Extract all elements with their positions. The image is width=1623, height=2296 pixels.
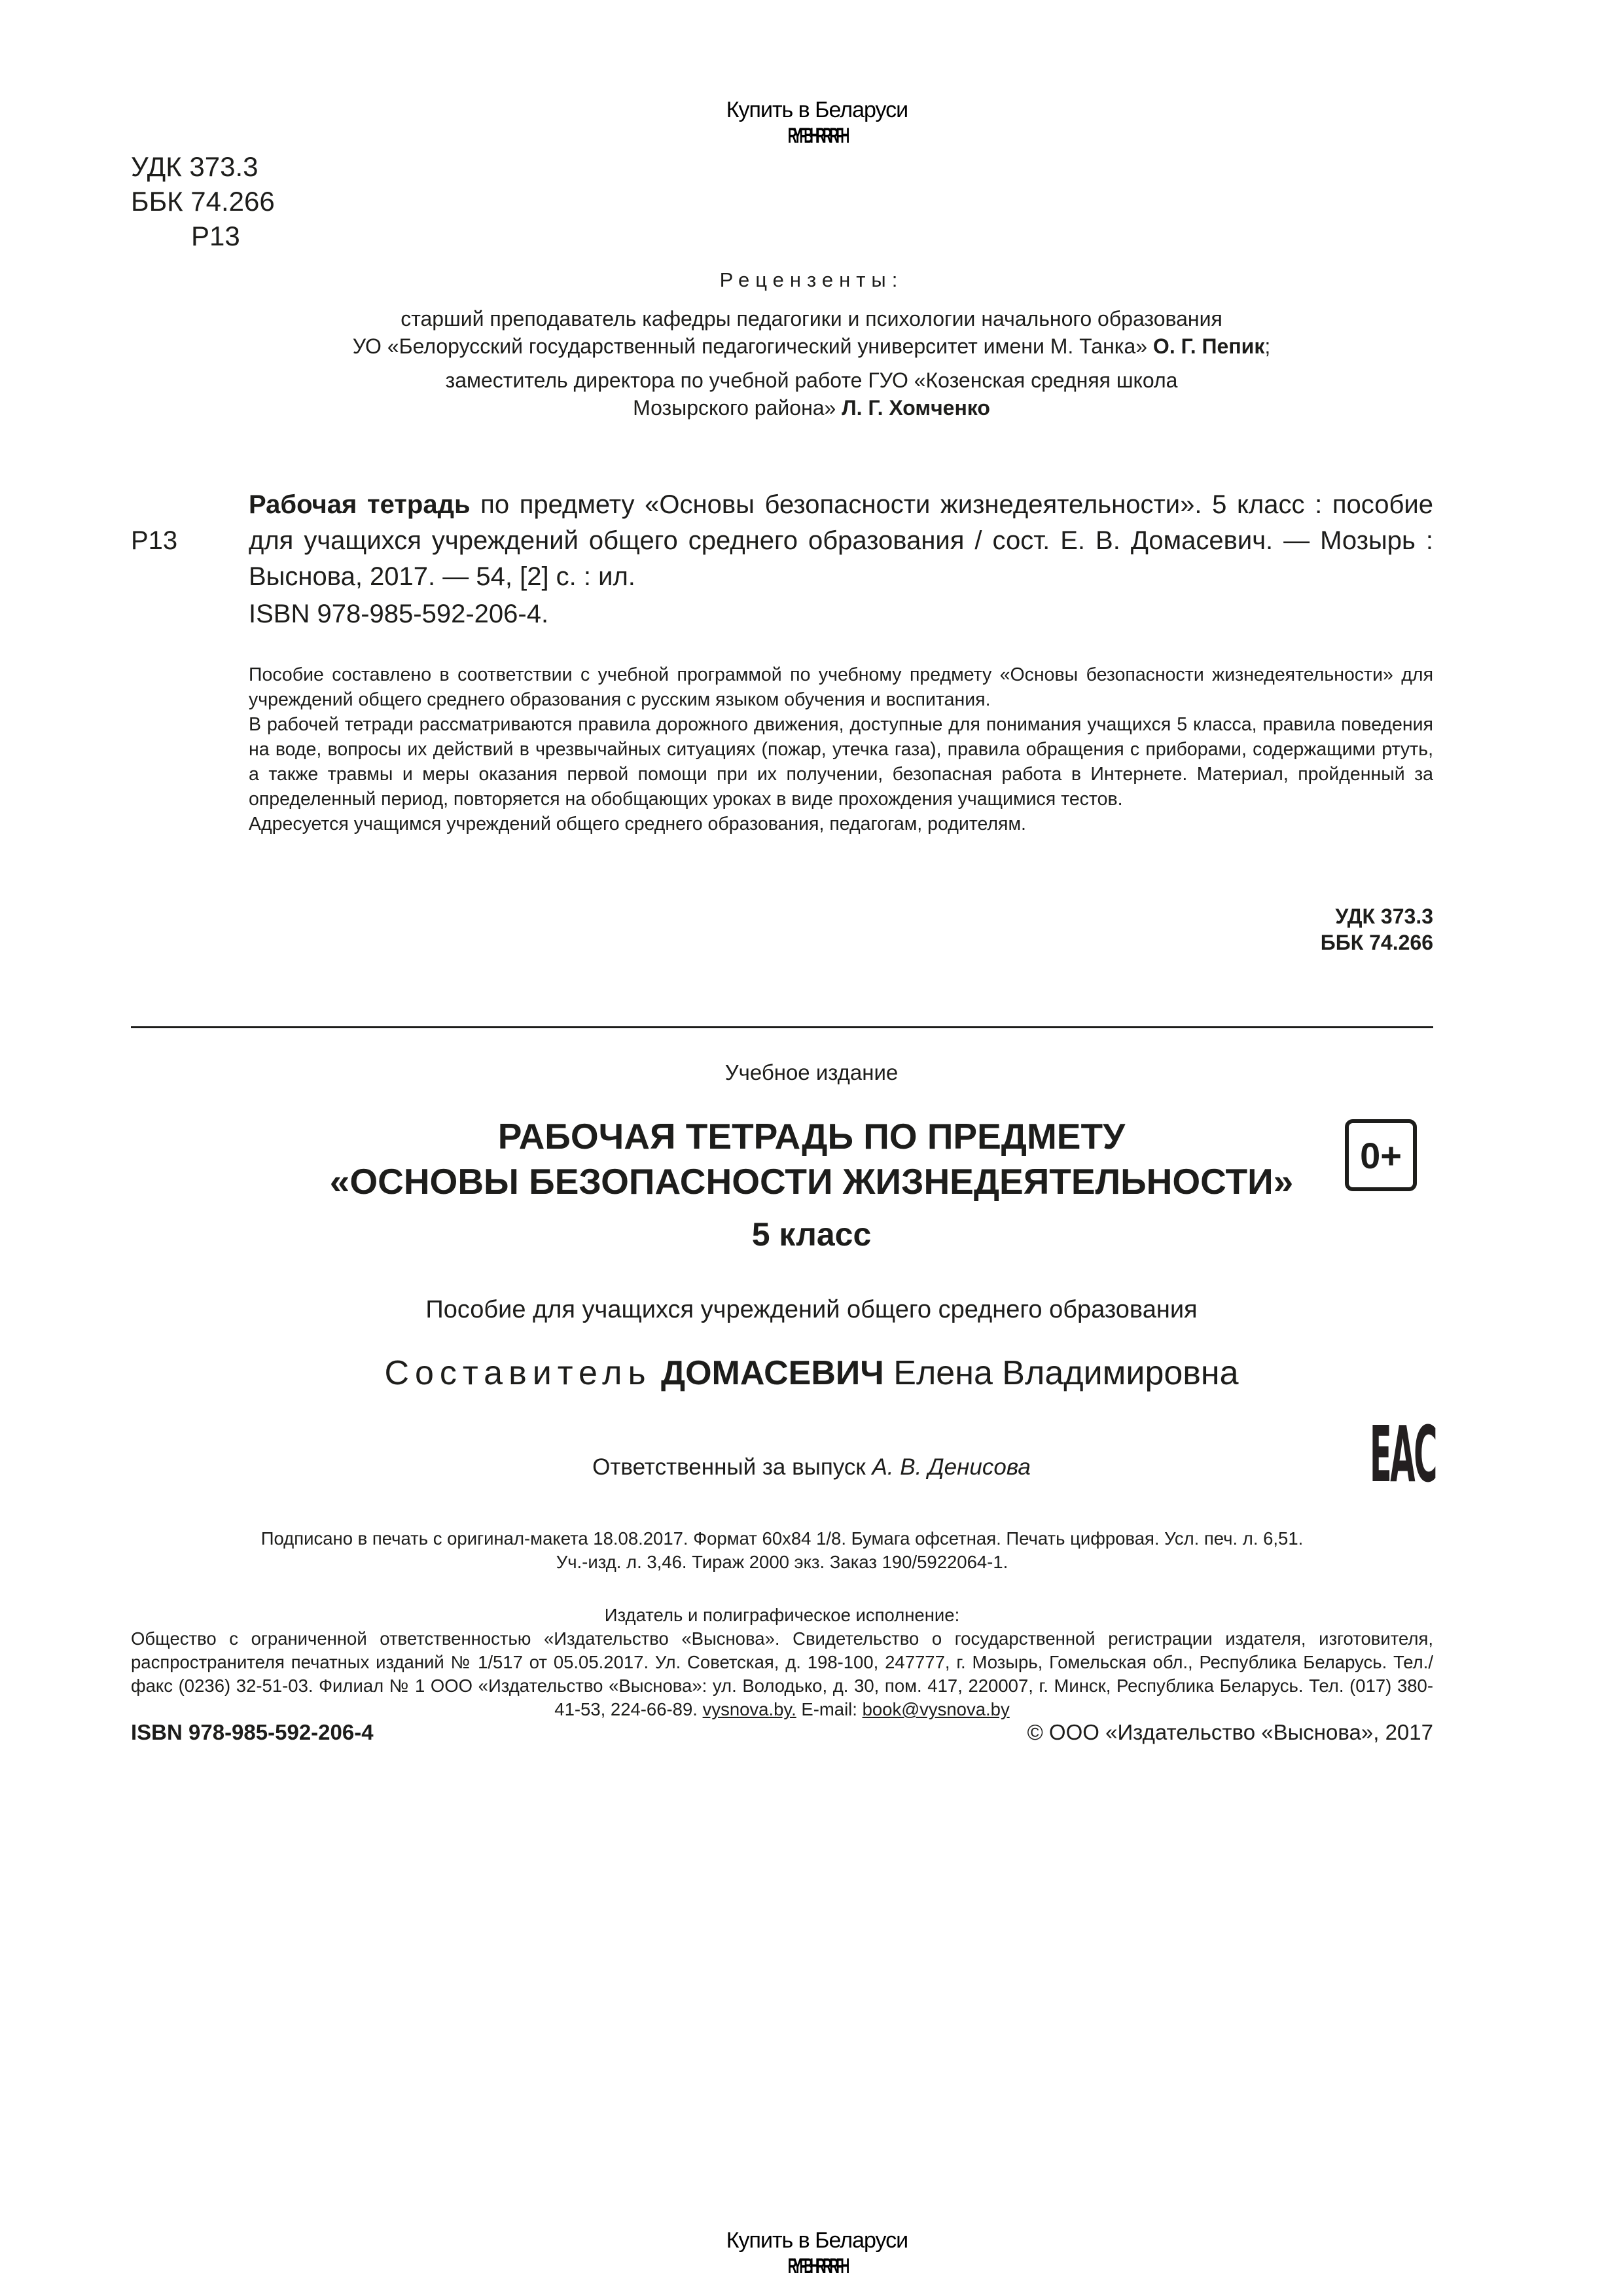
compiler-surname: ДОМАСЕВИЧ xyxy=(661,1354,884,1392)
index-block xyxy=(131,149,275,253)
bibliography-isbn: ISBN 978-985-592-206-4. xyxy=(249,600,549,628)
bibliography-body: по предмету «Основы безопасности жизнедеятельности». 5 класс : пособие для учащихся учреждений общего среднего образования / сост. Е. В. Домасевич. — Мозырь : Выснова, 2017. — 54, [2] с. : ил. xyxy=(249,490,1433,591)
email-link[interactable]: book@vysnova.by xyxy=(862,1699,1010,1719)
bbk-label: ББК xyxy=(131,186,183,217)
watermark-garbled: RY FBH R R R FH xyxy=(787,124,847,147)
publisher-details xyxy=(131,1627,1433,1721)
reviewer-1-position: старший преподаватель кафедры педагогики и психологии начального образования xyxy=(401,307,1222,331)
reviewer-1-org-text: УО «Белорусский государственный педагогический университет имени М. Танка» xyxy=(352,334,1148,358)
udk-row xyxy=(131,149,275,184)
bbk-row xyxy=(131,184,275,219)
reviewer-1-org xyxy=(0,332,1623,360)
publisher xyxy=(131,1604,1433,1721)
bibliography-record xyxy=(249,487,1433,595)
age-rating-text: 0+ xyxy=(1360,1134,1402,1176)
reviewer-1 xyxy=(0,305,1623,360)
imprint-line-2: Уч.-изд. л. 3,46. Тираж 2000 экз. Заказ 190/5922064-1. xyxy=(556,1552,1008,1572)
copyright: © ООО «Издательство «Выснова», 2017 xyxy=(1027,1720,1433,1744)
edition-type: Учебное издание xyxy=(724,1060,899,1085)
bibliography-text xyxy=(249,487,1433,595)
main-title-line-2: «ОСНОВЫ БЕЗОПАСНОСТИ ЖИЗНЕДЕЯТЕЛЬНОСТИ» xyxy=(329,1161,1294,1202)
reviewer-2-position: заместитель директора по учебной работе ГУО «Козенская средняя школа xyxy=(445,368,1178,392)
publisher-text: Общество с ограниченной ответственностью «Издательство «Выснова». Свидетельство о государственной регистрации издателя, изготовителя, распространителя печатных изданий № 1/517 от 05.05.2017. Ул. Советская, д. 198-100, 247777, г. Мозырь, Гомельская обл., Республика Беларусь. Тел./факс (0236) 32-51-03. Филиал № 1 ООО «Издательство «Выснова»: ул. Володько, д. 30, пом. 417, 220007, г. Минск, Республика Беларусь. Тел. (017) 380-41-53, 224-66-89. xyxy=(131,1628,1433,1719)
website-link[interactable]: vysnova.by. xyxy=(702,1699,796,1719)
imprint-line-1: Подписано в печать с оригинал-макета 18.08.2017. Формат 60x84 1/8. Бумага офсетная. Печать цифровая. Усл. печ. л. 6,51. xyxy=(260,1528,1304,1549)
annotation xyxy=(249,662,1433,836)
bbk-value: 74.266 xyxy=(190,186,275,217)
manual-for: Пособие для учащихся учреждений общего среднего образования xyxy=(425,1296,1198,1323)
annotation-paragraph: Адресуется учащимся учреждений общего среднего образования, педагогам, родителям. xyxy=(249,814,1026,834)
bibliography-mark: Р13 xyxy=(131,526,178,555)
compiler-name: Елена Владимировна xyxy=(893,1354,1239,1392)
bibliography-title: Рабочая тетрадь xyxy=(249,490,471,519)
bbk-right: ББК 74.266 xyxy=(1320,931,1433,954)
udk-value: 373.3 xyxy=(189,151,259,182)
responsible-name: А. В. Денисова xyxy=(872,1454,1031,1480)
divider xyxy=(131,1026,1433,1028)
responsible-label: Ответственный за выпуск xyxy=(592,1454,866,1480)
watermark-header xyxy=(0,72,1623,149)
watermark-footer xyxy=(0,2202,1623,2279)
reviewer-2 xyxy=(0,367,1623,422)
age-rating-badge xyxy=(1345,1119,1417,1191)
footer-isbn: ISBN 978-985-592-206-4 xyxy=(131,1720,374,1744)
reviewers-title: Рецензенты: xyxy=(719,268,904,291)
compiler xyxy=(0,1354,1623,1393)
main-title-line-1: РАБОЧАЯ ТЕТРАДЬ ПО ПРЕДМЕТУ xyxy=(497,1116,1126,1157)
reviewer-2-name: Л. Г. Хомченко xyxy=(842,396,990,420)
udk-label: УДК xyxy=(131,151,182,182)
grade: 5 класс xyxy=(751,1216,872,1253)
annotation-paragraph: Пособие составлено в соответствии с учебной программой по учебному предмету «Основы безопасности жизнедеятельности» для учреждений общего среднего образования с русским языком обучения и воспитания. xyxy=(249,664,1433,710)
reviewer-2-org xyxy=(0,394,1623,422)
reviewer-1-name: О. Г. Пепик xyxy=(1152,334,1265,358)
watermark-text: Купить в Беларуси xyxy=(726,98,908,122)
eac-certification-mark: EAC xyxy=(1369,1409,1436,1499)
reviewer-1-end: ; xyxy=(1264,334,1271,358)
watermark-text: Купить в Беларуси xyxy=(726,2228,908,2253)
imprint xyxy=(131,1527,1433,1574)
udk-right: УДК 373.3 xyxy=(1335,905,1433,928)
publisher-heading: Издатель и полиграфическое исполнение: xyxy=(604,1605,960,1625)
email-label: E-mail: xyxy=(801,1699,857,1719)
author-mark: Р13 xyxy=(191,221,240,251)
annotation-paragraph: В рабочей тетради рассматриваются правила дорожного движения, доступные для понимания учащихся 5 класса, правила поведения на воде, вопросы их действий в чрезвычайных ситуациях (пожар, утечка газа), правила обращения с приборами, содержащими ртуть, а также травмы и меры оказания первой помощи при их получении, безопасная работа в Интернете. Материал, пройденный за определенный период, повторяется на обобщающих уроках в виде прохождения учащимися тестов. xyxy=(249,714,1433,810)
watermark-garbled: RY FBH R R R FH xyxy=(787,2254,847,2278)
classification-right xyxy=(1178,903,1433,956)
compiler-label: Составитель xyxy=(384,1354,652,1392)
reviewer-2-org-text: Мозырского района» xyxy=(633,396,836,420)
eac-certification-icon xyxy=(1347,1409,1436,1499)
